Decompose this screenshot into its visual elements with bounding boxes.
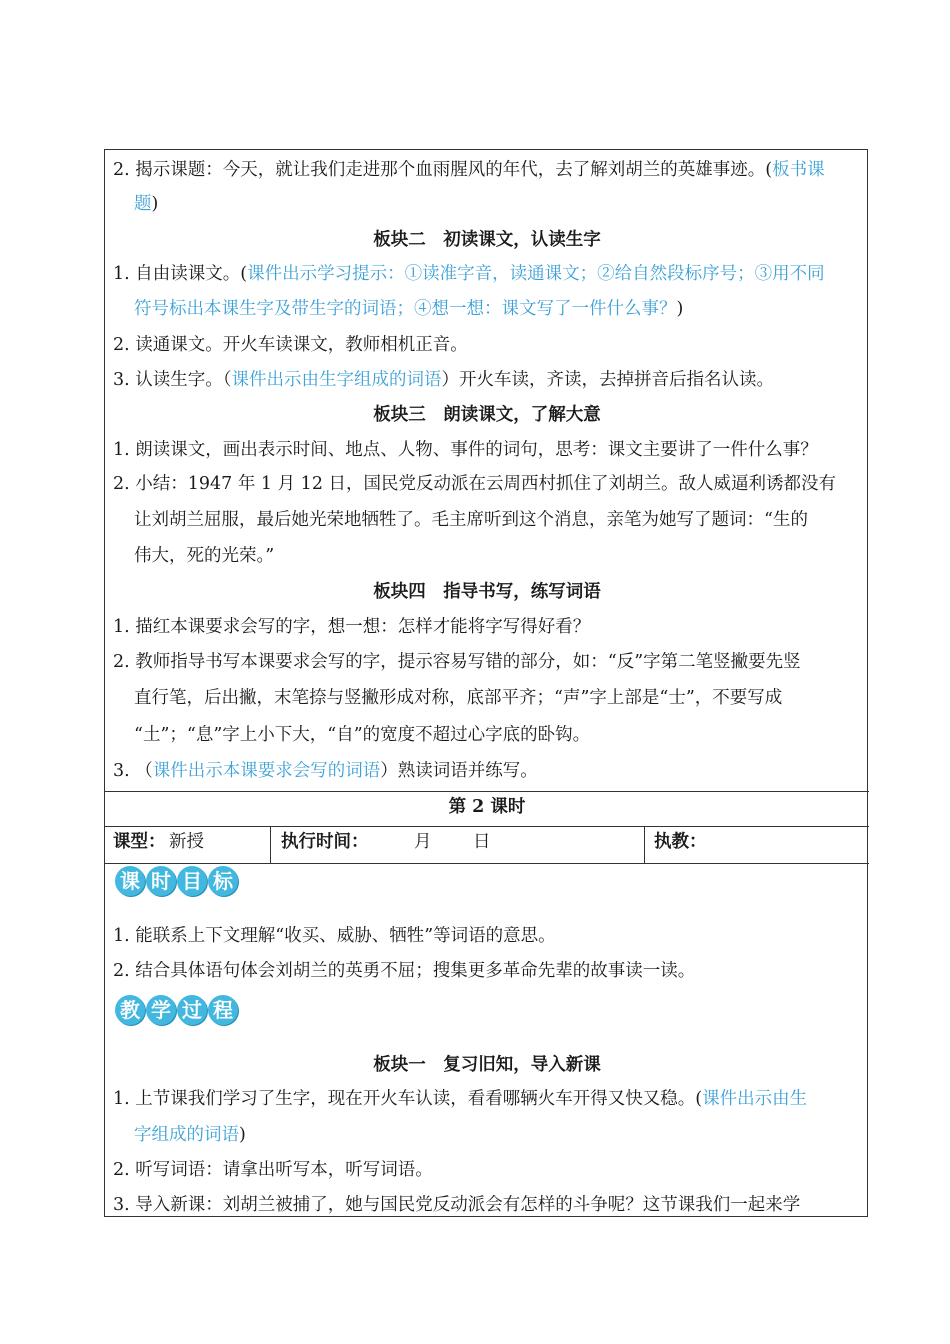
block4-item-2-cont: “土”；“息”字上小下大，“自”的宽度不超过心字底的卧钩。 <box>134 725 591 745</box>
process-badge <box>115 995 239 1025</box>
execution-time-label: 执行时间： <box>281 832 369 852</box>
block2-item-3 <box>113 368 774 392</box>
divider <box>105 863 869 864</box>
badge-char: 标 <box>208 866 238 896</box>
teacher-label: 执教： <box>654 832 707 852</box>
badge-char: 时 <box>146 866 176 896</box>
day-label: 日 <box>473 832 491 852</box>
block4-item-2: 2. 教师指导书写本课要求会写的字，提示容易写错的部分，如：“反”字第二笔竖撇要先竖 <box>113 652 801 672</box>
text: 3. 认读生字。（ <box>113 370 232 390</box>
courseware-note: 课件出示本课要求会写的词语 <box>152 761 381 781</box>
text: 1. 自由读课文。( <box>113 264 248 284</box>
block2-item-1 <box>113 262 825 286</box>
badge-char: 过 <box>177 995 207 1025</box>
text: ) <box>239 1125 246 1145</box>
courseware-note: 课件出示由生 <box>702 1089 808 1109</box>
block4-item-2-cont: 直行笔，后出撇，末笔捺与竖撇形成对称，底部平齐；“声”字上部是“士”，不要写成 <box>134 688 783 708</box>
courseware-note: 符号标出本课生字及带生字的词语；④想一想：课文写了一件什么事？ <box>134 299 677 319</box>
badge-char: 学 <box>146 995 176 1025</box>
block2-title: 板块二 初读课文，认读生字 <box>373 230 601 250</box>
block3-item-2-cont: 伟大，死的光荣。” <box>134 546 275 566</box>
courseware-note: 字组成的词语 <box>134 1125 239 1145</box>
text: 2. 揭示课题：今天，就让我们走进那个血雨腥风的年代，去了解刘胡兰的英雄事迹。( <box>113 160 773 180</box>
process-item-3: 3. 导入新课：刘胡兰被捕了，她与国民党反动派会有怎样的斗争呢？这节课我们一起来学 <box>113 1195 801 1215</box>
text: 1. 上节课我们学习了生字，现在开火车认读，看看哪辆火车开得又快又稳。( <box>113 1089 703 1109</box>
goal-2: 2. 结合具体语句体会刘胡兰的英勇不屈；搜集更多革命先辈的故事读一读。 <box>113 961 696 981</box>
lesson-plan-table <box>104 149 868 1217</box>
block2-item-1-cont <box>134 297 683 321</box>
badge-char: 课 <box>115 866 145 896</box>
block3-item-1: 1. 朗读课文，画出表示时间、地点、人物、事件的词句，思考：课文主要讲了一件什么事？ <box>113 440 818 460</box>
divider <box>270 826 271 863</box>
block4-item-3 <box>113 759 538 783</box>
lesson-type-label: 课型： <box>113 832 166 852</box>
block4-title: 板块四 指导书写，练写词语 <box>373 582 601 602</box>
block2-item-2: 2. 读通课文。开火车读课文，教师相机正音。 <box>113 335 468 355</box>
badge-char: 教 <box>115 995 145 1025</box>
text: 3. （ <box>113 761 153 781</box>
text: ) <box>151 194 159 214</box>
block3-item-2: 2. 小结：1947 年 1 月 12 日，国民党反动派在云周西村抓住了刘胡兰。敌人威逼利诱都没有 <box>113 474 837 494</box>
goals-badge <box>115 866 239 896</box>
courseware-note: 板书课 <box>772 160 825 180</box>
month-label: 月 <box>414 832 432 852</box>
process-item-2: 2. 听写词语：请拿出听写本，听写词语。 <box>113 1160 433 1180</box>
courseware-note: 课件出示由生字组成的词语 <box>231 370 442 390</box>
courseware-note: 题 <box>134 194 152 214</box>
badge-char: 程 <box>208 995 238 1025</box>
block4-item-1: 1. 描红本课要求会写的字，想一想：怎样才能将字写得好看？ <box>113 617 591 637</box>
divider <box>644 826 645 863</box>
process-item-1-cont <box>134 1123 246 1147</box>
text: ）熟读词语并练写。 <box>380 761 538 781</box>
text: ) <box>676 299 684 319</box>
goal-1: 1. 能联系上下文理解“收买、威胁、牺牲”等词语的意思。 <box>113 926 556 946</box>
block3-item-2-cont: 让刘胡兰屈服，最后她光荣地牺牲了。毛主席听到这个消息，亲笔为她写了题词：“生的 <box>134 510 808 530</box>
text: ）开火车读，齐读，去掉拼音后指名认读。 <box>441 370 775 390</box>
divider <box>105 826 869 827</box>
divider <box>105 791 869 792</box>
courseware-note: 课件出示学习提示：①读准字音，读通课文；②给自然段标序号；③用不同 <box>247 264 825 284</box>
lesson1-item-2-cont <box>134 192 158 216</box>
lesson2-title: 第 2 课时 <box>448 797 526 817</box>
block3-title: 板块三 朗读课文，了解大意 <box>373 405 601 425</box>
process-block1-title: 板块一 复习旧知，导入新课 <box>373 1055 601 1075</box>
lesson1-item-2 <box>113 158 825 182</box>
process-item-1 <box>113 1087 807 1111</box>
badge-char: 目 <box>177 866 207 896</box>
lesson-type-value: 新授 <box>169 832 204 852</box>
